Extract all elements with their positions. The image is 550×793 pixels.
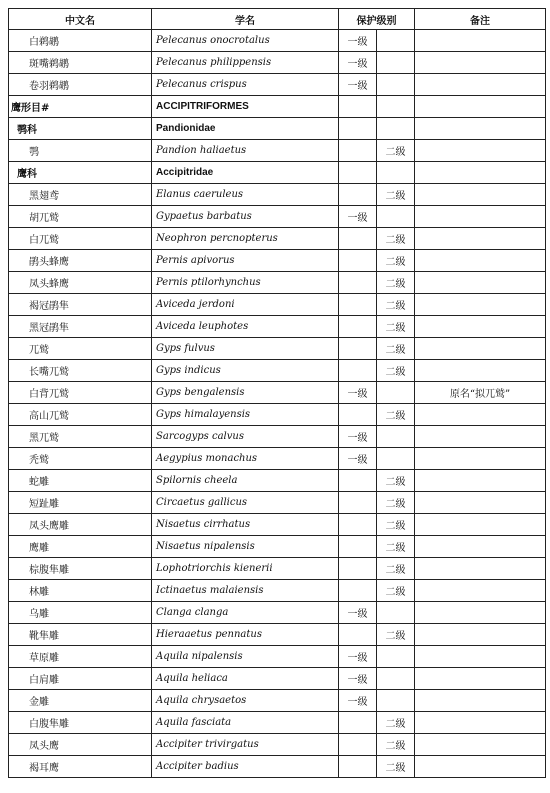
level-one-cell: 一级 bbox=[339, 30, 377, 52]
remarks-cell bbox=[415, 470, 546, 492]
scientific-name-cell: Aquila chrysaetos bbox=[152, 690, 339, 712]
scientific-name-cell: Aegypius monachus bbox=[152, 448, 339, 470]
chinese-name-cell: 林雕 bbox=[9, 580, 152, 602]
scientific-name-cell: Circaetus gallicus bbox=[152, 492, 339, 514]
scientific-name-cell: Pelecanus onocrotalus bbox=[152, 30, 339, 52]
scientific-name-cell: Aviceda leuphotes bbox=[152, 316, 339, 338]
scientific-name-cell: Aquila fasciata bbox=[152, 712, 339, 734]
scientific-name-cell: Pernis ptilorhynchus bbox=[152, 272, 339, 294]
level-two-cell: 二级 bbox=[377, 228, 415, 250]
level-one-cell bbox=[339, 404, 377, 426]
level-two-cell: 二级 bbox=[377, 316, 415, 338]
remarks-cell bbox=[415, 602, 546, 624]
remarks-cell bbox=[415, 734, 546, 756]
level-one-cell bbox=[339, 184, 377, 206]
header-protection-level: 保护级别 bbox=[339, 9, 415, 30]
chinese-name-cell: 黑兀鹫 bbox=[9, 426, 152, 448]
chinese-name-cell: 白兀鹫 bbox=[9, 228, 152, 250]
level-one-cell: 一级 bbox=[339, 52, 377, 74]
scientific-name-cell: Accipitridae bbox=[152, 162, 339, 184]
level-two-cell bbox=[377, 162, 415, 184]
chinese-name-cell: 兀鹫 bbox=[9, 338, 152, 360]
table-row bbox=[9, 690, 546, 712]
remarks-cell bbox=[415, 646, 546, 668]
remarks-cell bbox=[415, 294, 546, 316]
level-one-cell bbox=[339, 734, 377, 756]
table-row bbox=[9, 184, 546, 206]
level-one-cell: 一级 bbox=[339, 206, 377, 228]
level-one-cell bbox=[339, 250, 377, 272]
level-one-cell bbox=[339, 96, 377, 118]
chinese-name-cell: 靴隼雕 bbox=[9, 624, 152, 646]
protected-species-table bbox=[8, 8, 546, 778]
level-two-cell: 二级 bbox=[377, 250, 415, 272]
table-row bbox=[9, 712, 546, 734]
table-body bbox=[9, 30, 546, 778]
chinese-name-cell: 白背兀鹫 bbox=[9, 382, 152, 404]
level-two-cell: 二级 bbox=[377, 536, 415, 558]
level-one-cell bbox=[339, 140, 377, 162]
level-two-cell bbox=[377, 668, 415, 690]
remarks-cell bbox=[415, 756, 546, 778]
level-one-cell bbox=[339, 272, 377, 294]
level-two-cell bbox=[377, 602, 415, 624]
chinese-name-cell: 短趾雕 bbox=[9, 492, 152, 514]
scientific-name-cell: Ictinaetus malaiensis bbox=[152, 580, 339, 602]
remarks-cell bbox=[415, 580, 546, 602]
remarks-cell bbox=[415, 536, 546, 558]
level-two-cell bbox=[377, 74, 415, 96]
level-two-cell bbox=[377, 206, 415, 228]
level-one-cell bbox=[339, 316, 377, 338]
level-two-cell: 二级 bbox=[377, 184, 415, 206]
level-one-cell bbox=[339, 580, 377, 602]
remarks-cell bbox=[415, 690, 546, 712]
chinese-name-cell: 凤头鹰 bbox=[9, 734, 152, 756]
level-two-cell bbox=[377, 690, 415, 712]
chinese-name-cell: 胡兀鹫 bbox=[9, 206, 152, 228]
scientific-name-cell: Spilornis cheela bbox=[152, 470, 339, 492]
chinese-name-cell: 鹗 bbox=[9, 140, 152, 162]
remarks-cell bbox=[415, 74, 546, 96]
level-one-cell: 一级 bbox=[339, 74, 377, 96]
chinese-name-cell: 凤头鹰雕 bbox=[9, 514, 152, 536]
table-row bbox=[9, 52, 546, 74]
remarks-cell bbox=[415, 162, 546, 184]
remarks-cell bbox=[415, 206, 546, 228]
level-one-cell bbox=[339, 624, 377, 646]
table-row bbox=[9, 668, 546, 690]
remarks-cell bbox=[415, 52, 546, 74]
level-one-cell: 一级 bbox=[339, 448, 377, 470]
level-one-cell bbox=[339, 558, 377, 580]
chinese-name-cell: 鹃头蜂鹰 bbox=[9, 250, 152, 272]
table-row bbox=[9, 624, 546, 646]
table-row bbox=[9, 316, 546, 338]
level-two-cell: 二级 bbox=[377, 756, 415, 778]
level-two-cell: 二级 bbox=[377, 404, 415, 426]
table-row bbox=[9, 140, 546, 162]
table-row bbox=[9, 558, 546, 580]
scientific-name-cell: Accipiter badius bbox=[152, 756, 339, 778]
table-row bbox=[9, 602, 546, 624]
remarks-cell bbox=[415, 712, 546, 734]
scientific-name-cell: Pelecanus crispus bbox=[152, 74, 339, 96]
scientific-name-cell: Gyps bengalensis bbox=[152, 382, 339, 404]
level-two-cell: 二级 bbox=[377, 734, 415, 756]
level-two-cell: 二级 bbox=[377, 624, 415, 646]
chinese-name-cell: 高山兀鹫 bbox=[9, 404, 152, 426]
table-row bbox=[9, 404, 546, 426]
level-one-cell: 一级 bbox=[339, 382, 377, 404]
level-two-cell bbox=[377, 30, 415, 52]
table-row bbox=[9, 272, 546, 294]
table-row bbox=[9, 228, 546, 250]
chinese-name-cell: 白鹈鹕 bbox=[9, 30, 152, 52]
remarks-cell bbox=[415, 624, 546, 646]
remarks-cell bbox=[415, 118, 546, 140]
level-two-cell: 二级 bbox=[377, 558, 415, 580]
table-row bbox=[9, 580, 546, 602]
remarks-cell: 原名“拟兀鹫” bbox=[415, 382, 546, 404]
chinese-name-cell: 黑翅鸢 bbox=[9, 184, 152, 206]
chinese-name-cell: 蛇雕 bbox=[9, 470, 152, 492]
chinese-name-cell: 秃鹫 bbox=[9, 448, 152, 470]
remarks-cell bbox=[415, 140, 546, 162]
scientific-name-cell: Clanga clanga bbox=[152, 602, 339, 624]
table-row bbox=[9, 118, 546, 140]
level-two-cell bbox=[377, 382, 415, 404]
level-two-cell: 二级 bbox=[377, 140, 415, 162]
scientific-name-cell: Hieraaetus pennatus bbox=[152, 624, 339, 646]
level-two-cell: 二级 bbox=[377, 360, 415, 382]
chinese-name-cell: 鹗科 bbox=[9, 118, 152, 140]
chinese-name-cell: 鹰形目# bbox=[9, 96, 152, 118]
chinese-name-cell: 斑嘴鹈鹕 bbox=[9, 52, 152, 74]
scientific-name-cell: Sarcogyps calvus bbox=[152, 426, 339, 448]
chinese-name-cell: 鹰雕 bbox=[9, 536, 152, 558]
table-row bbox=[9, 338, 546, 360]
chinese-name-cell: 白腹隼雕 bbox=[9, 712, 152, 734]
table-row bbox=[9, 646, 546, 668]
table-row bbox=[9, 74, 546, 96]
chinese-name-cell: 黑冠鹃隼 bbox=[9, 316, 152, 338]
remarks-cell bbox=[415, 316, 546, 338]
table-row bbox=[9, 734, 546, 756]
scientific-name-cell: Accipiter trivirgatus bbox=[152, 734, 339, 756]
level-two-cell bbox=[377, 448, 415, 470]
scientific-name-cell: Aquila heliaca bbox=[152, 668, 339, 690]
chinese-name-cell: 褐冠鹃隼 bbox=[9, 294, 152, 316]
table-row bbox=[9, 492, 546, 514]
level-two-cell: 二级 bbox=[377, 338, 415, 360]
scientific-name-cell: Neophron percnopterus bbox=[152, 228, 339, 250]
chinese-name-cell: 褐耳鹰 bbox=[9, 756, 152, 778]
table-row bbox=[9, 294, 546, 316]
scientific-name-cell: Aviceda jerdoni bbox=[152, 294, 339, 316]
remarks-cell bbox=[415, 360, 546, 382]
level-one-cell bbox=[339, 228, 377, 250]
scientific-name-cell: ACCIPITRIFORMES bbox=[152, 96, 339, 118]
table-row bbox=[9, 470, 546, 492]
header-chinese-name: 中文名 bbox=[9, 9, 152, 30]
remarks-cell bbox=[415, 426, 546, 448]
remarks-cell bbox=[415, 404, 546, 426]
table-row bbox=[9, 536, 546, 558]
level-one-cell bbox=[339, 338, 377, 360]
remarks-cell bbox=[415, 272, 546, 294]
scientific-name-cell: Aquila nipalensis bbox=[152, 646, 339, 668]
chinese-name-cell: 白肩雕 bbox=[9, 668, 152, 690]
level-one-cell bbox=[339, 294, 377, 316]
chinese-name-cell: 凤头蜂鹰 bbox=[9, 272, 152, 294]
level-one-cell bbox=[339, 360, 377, 382]
scientific-name-cell: Pelecanus philippensis bbox=[152, 52, 339, 74]
level-one-cell bbox=[339, 756, 377, 778]
level-one-cell bbox=[339, 118, 377, 140]
level-two-cell: 二级 bbox=[377, 294, 415, 316]
scientific-name-cell: Lophotriorchis kienerii bbox=[152, 558, 339, 580]
level-one-cell bbox=[339, 536, 377, 558]
level-two-cell bbox=[377, 96, 415, 118]
remarks-cell bbox=[415, 338, 546, 360]
level-one-cell bbox=[339, 712, 377, 734]
table-row bbox=[9, 360, 546, 382]
level-two-cell: 二级 bbox=[377, 514, 415, 536]
scientific-name-cell: Elanus caeruleus bbox=[152, 184, 339, 206]
header-row bbox=[9, 9, 546, 30]
remarks-cell bbox=[415, 30, 546, 52]
table-row bbox=[9, 30, 546, 52]
scientific-name-cell: Gypaetus barbatus bbox=[152, 206, 339, 228]
table-row bbox=[9, 206, 546, 228]
scientific-name-cell: Gyps indicus bbox=[152, 360, 339, 382]
table-row bbox=[9, 250, 546, 272]
chinese-name-cell: 卷羽鹈鹕 bbox=[9, 74, 152, 96]
level-one-cell: 一级 bbox=[339, 690, 377, 712]
level-one-cell: 一级 bbox=[339, 646, 377, 668]
remarks-cell bbox=[415, 250, 546, 272]
scientific-name-cell: Pandion haliaetus bbox=[152, 140, 339, 162]
level-two-cell bbox=[377, 426, 415, 448]
header-scientific-name: 学名 bbox=[152, 9, 339, 30]
remarks-cell bbox=[415, 514, 546, 536]
level-one-cell bbox=[339, 514, 377, 536]
table-row bbox=[9, 448, 546, 470]
level-two-cell bbox=[377, 52, 415, 74]
level-one-cell bbox=[339, 162, 377, 184]
level-one-cell: 一级 bbox=[339, 426, 377, 448]
remarks-cell bbox=[415, 668, 546, 690]
chinese-name-cell: 金雕 bbox=[9, 690, 152, 712]
scientific-name-cell: Pandionidae bbox=[152, 118, 339, 140]
table-row bbox=[9, 382, 546, 404]
scientific-name-cell: Gyps himalayensis bbox=[152, 404, 339, 426]
level-two-cell bbox=[377, 646, 415, 668]
remarks-cell bbox=[415, 448, 546, 470]
level-one-cell: 一级 bbox=[339, 668, 377, 690]
table-row bbox=[9, 96, 546, 118]
table-row bbox=[9, 162, 546, 184]
remarks-cell bbox=[415, 96, 546, 118]
level-two-cell: 二级 bbox=[377, 712, 415, 734]
level-two-cell: 二级 bbox=[377, 580, 415, 602]
chinese-name-cell: 草原雕 bbox=[9, 646, 152, 668]
level-one-cell: 一级 bbox=[339, 602, 377, 624]
remarks-cell bbox=[415, 492, 546, 514]
level-two-cell: 二级 bbox=[377, 272, 415, 294]
chinese-name-cell: 鹰科 bbox=[9, 162, 152, 184]
table-row bbox=[9, 514, 546, 536]
chinese-name-cell: 乌雕 bbox=[9, 602, 152, 624]
level-two-cell bbox=[377, 118, 415, 140]
header-remarks: 备注 bbox=[415, 9, 546, 30]
table-row bbox=[9, 756, 546, 778]
scientific-name-cell: Gyps fulvus bbox=[152, 338, 339, 360]
level-one-cell bbox=[339, 470, 377, 492]
level-two-cell: 二级 bbox=[377, 470, 415, 492]
table-row bbox=[9, 426, 546, 448]
remarks-cell bbox=[415, 184, 546, 206]
scientific-name-cell: Nisaetus cirrhatus bbox=[152, 514, 339, 536]
chinese-name-cell: 棕腹隼雕 bbox=[9, 558, 152, 580]
chinese-name-cell: 长嘴兀鹫 bbox=[9, 360, 152, 382]
scientific-name-cell: Nisaetus nipalensis bbox=[152, 536, 339, 558]
level-one-cell bbox=[339, 492, 377, 514]
scientific-name-cell: Pernis apivorus bbox=[152, 250, 339, 272]
level-two-cell: 二级 bbox=[377, 492, 415, 514]
remarks-cell bbox=[415, 558, 546, 580]
remarks-cell bbox=[415, 228, 546, 250]
